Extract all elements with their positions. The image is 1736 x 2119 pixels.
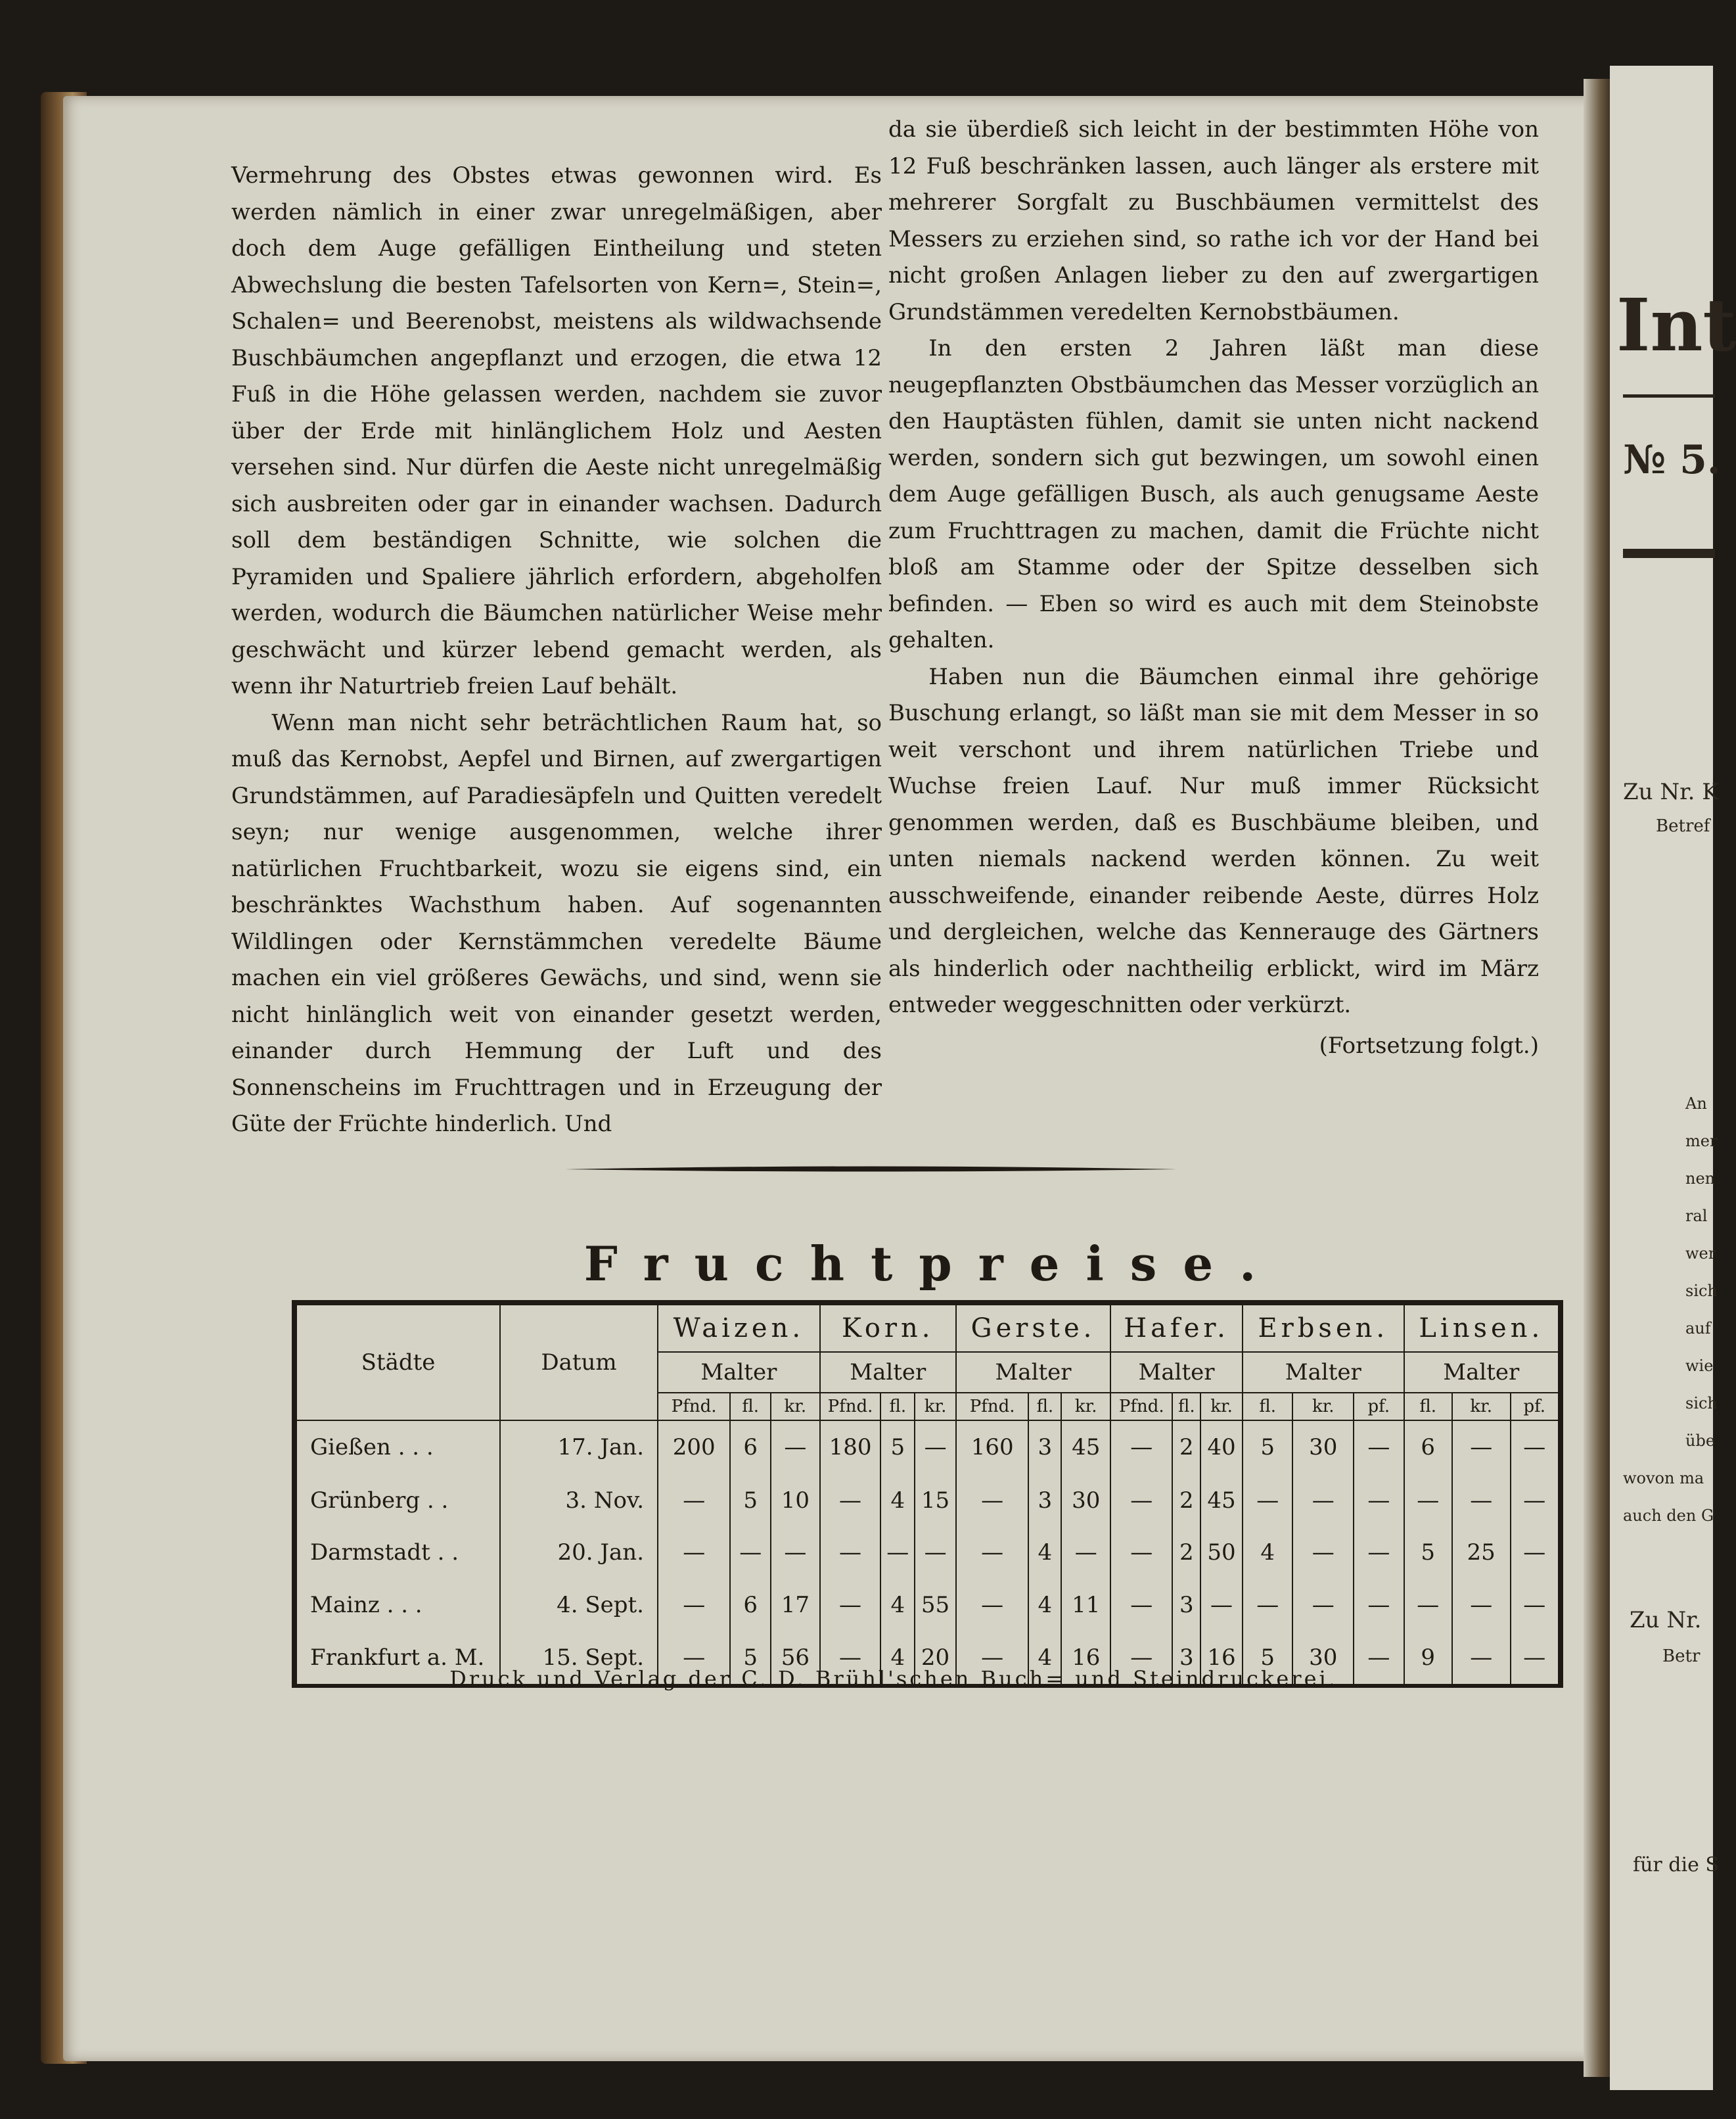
next-page-ref: Zu Nr. K — [1623, 779, 1719, 805]
price-cell: — — [820, 1527, 881, 1579]
header-sub: kr. — [1452, 1393, 1511, 1420]
price-cell: — — [1292, 1579, 1354, 1631]
paragraph: Vermehrung des Obstes etwas gewonnen wird. Es werden nämlich in einer zwar unregelmäßigen, aber doch dem Auge gefälligen Eintheilung und steten Abwechslung die besten Tafelsorten von Kern=, Stein=, Schalen= und Beerenobst, meistens als wildwachsende Buschbäumchen angepflanzt und erzogen, die etwa 12 Fuß in die Höhe gelassen werden, nachdem sie zuvor über der Erde mit hinlänglichem Holz und Aesten versehen sind. Nur dürfen die Aeste nicht unregelmäßig sich ausbreiten oder gar in einander wachsen. Dadurch soll dem beständigen Schnitte, wie solchen die Pyramiden und Spaliere jährlich erfordern, abgeholfen werden, wodurch die Bäumchen natürlicher Weise mehr geschwächt und kürzer lebend gemacht werden, als wenn ihr Naturtrieb freien Lauf behält. — [231, 162, 882, 699]
price-cell: 4 — [880, 1474, 915, 1527]
price-cell: — — [1292, 1527, 1354, 1579]
continuation-note: (Fortsetzung folgt.) — [1319, 1032, 1539, 1059]
price-cell: 56 — [771, 1631, 820, 1684]
header-sub: Pfnd. — [956, 1393, 1028, 1420]
date-cell: 15. Sept. — [500, 1631, 658, 1684]
next-page-number: № 5. — [1623, 437, 1721, 483]
header-datum: Datum — [500, 1305, 658, 1420]
price-cell: — — [1110, 1474, 1172, 1527]
price-cell: — — [956, 1527, 1028, 1579]
next-page-text: wovon ma — [1623, 1469, 1704, 1487]
decorative-rule — [565, 1166, 1176, 1173]
price-cell: 4 — [1243, 1527, 1292, 1579]
imprint: Druck und Verlag der C. D. Brühl'schen Buch= und Steindruckerei. — [449, 1666, 1338, 1691]
price-cell: — — [658, 1579, 730, 1631]
price-cell: — — [1110, 1579, 1172, 1631]
price-cell: 200 — [658, 1420, 730, 1474]
price-cell: 3 — [1028, 1420, 1061, 1474]
price-cell: 3 — [1172, 1631, 1200, 1684]
price-cell: — — [1110, 1527, 1172, 1579]
price-cell: 50 — [1200, 1527, 1243, 1579]
section-title: Fruchtpreise. — [583, 1236, 1283, 1292]
price-cell: — — [915, 1420, 956, 1474]
price-cell: 11 — [1061, 1579, 1110, 1631]
price-cell: 3 — [1028, 1474, 1061, 1527]
next-page-text: sich — [1685, 1282, 1718, 1300]
price-cell: — — [1354, 1579, 1404, 1631]
price-cell: 45 — [1061, 1420, 1110, 1474]
price-cell: — — [1511, 1579, 1559, 1631]
price-cell: — — [1354, 1631, 1404, 1684]
header-sub: fl. — [1028, 1393, 1061, 1420]
header-sub: fl. — [880, 1393, 915, 1420]
price-cell: — — [730, 1527, 771, 1579]
price-cell: 3 — [1172, 1579, 1200, 1631]
price-cell: — — [1404, 1474, 1452, 1527]
date-cell: 17. Jan. — [500, 1420, 658, 1474]
right-column — [888, 112, 1539, 1064]
next-page-text: übe — [1685, 1432, 1716, 1450]
price-cell: 20 — [915, 1631, 956, 1684]
price-cell: 5 — [1404, 1527, 1452, 1579]
price-cell: — — [1200, 1579, 1243, 1631]
price-cell: 6 — [730, 1579, 771, 1631]
price-cell: — — [1354, 1527, 1404, 1579]
price-cell: 2 — [1172, 1420, 1200, 1474]
price-cell: 30 — [1061, 1474, 1110, 1527]
header-grain: Korn. — [820, 1305, 956, 1352]
next-page-text: mer — [1685, 1132, 1718, 1150]
price-cell: 180 — [820, 1420, 881, 1474]
price-cell: 5 — [1243, 1631, 1292, 1684]
next-page-text: An — [1685, 1094, 1707, 1113]
price-cell: — — [1511, 1527, 1559, 1579]
city-cell: Mainz . . . — [296, 1579, 500, 1631]
header-sub: fl. — [1404, 1393, 1452, 1420]
header-sub: fl. — [730, 1393, 771, 1420]
price-cell: 16 — [1200, 1631, 1243, 1684]
price-cell: 15 — [915, 1474, 956, 1527]
header-grain: Waizen. — [658, 1305, 820, 1352]
next-page-ref: Zu Nr. — [1630, 1607, 1702, 1633]
next-page-ref: Betref — [1656, 816, 1710, 836]
header-sub: kr. — [771, 1393, 820, 1420]
price-cell: — — [658, 1631, 730, 1684]
price-cell: — — [956, 1579, 1028, 1631]
price-cell: 5 — [1243, 1420, 1292, 1474]
price-cell: — — [1110, 1631, 1172, 1684]
table-row — [296, 1420, 1559, 1474]
price-cell: 5 — [730, 1631, 771, 1684]
header-unit: Malter — [1243, 1352, 1404, 1393]
price-cell: — — [1404, 1579, 1452, 1631]
paragraph: Haben nun die Bäumchen einmal ihre gehörige Buschung erlangt, so läßt man sie mit dem Messer in so weit verschont und ihrem natürlichen Triebe und Wuchse freien Lauf. Nur muß immer Rücksicht genommen werden, daß es Buschbäume bleiben, und unten niemals nackend werden können. Zu weit ausschweifende, einander reibende Aeste, dürres Holz und dergleichen, welche das Kennerauge des Gärtners als hinderlich oder nachtheilig erblickt, wird im März entweder weggeschnitten oder verkürzt. — [888, 663, 1539, 1018]
header-unit: Malter — [1404, 1352, 1559, 1393]
price-cell: — — [1354, 1420, 1404, 1474]
price-cell: — — [1452, 1420, 1511, 1474]
price-cell: 4 — [1028, 1631, 1061, 1684]
next-page-text: auf — [1685, 1319, 1711, 1338]
header-unit: Malter — [1110, 1352, 1243, 1393]
next-page-text: wie — [1685, 1357, 1714, 1375]
price-cell: 30 — [1292, 1420, 1354, 1474]
next-page-text: wer — [1685, 1244, 1716, 1263]
next-page-text: nen — [1685, 1169, 1716, 1188]
price-cell: 17 — [771, 1579, 820, 1631]
price-cell: 4 — [1028, 1579, 1061, 1631]
price-cell: — — [1354, 1474, 1404, 1527]
price-cell: — — [771, 1420, 820, 1474]
header-grain: Erbsen. — [1243, 1305, 1404, 1352]
price-cell: 5 — [880, 1420, 915, 1474]
header-sub: fl. — [1243, 1393, 1292, 1420]
price-cell: — — [1452, 1631, 1511, 1684]
price-cell: — — [956, 1631, 1028, 1684]
table-row — [296, 1527, 1559, 1579]
header-sub: kr. — [915, 1393, 956, 1420]
header-sub: pf. — [1511, 1393, 1559, 1420]
header-unit: Malter — [956, 1352, 1110, 1393]
date-cell: 20. Jan. — [500, 1527, 658, 1579]
price-cell: 5 — [730, 1474, 771, 1527]
price-cell: — — [1511, 1631, 1559, 1684]
price-cell: — — [1511, 1420, 1559, 1474]
price-cell: — — [658, 1527, 730, 1579]
date-cell: 3. Nov. — [500, 1474, 658, 1527]
price-cell: 160 — [956, 1420, 1028, 1474]
price-table — [292, 1300, 1563, 1688]
header-grain: Linsen. — [1404, 1305, 1559, 1352]
price-cell: 10 — [771, 1474, 820, 1527]
next-page-edge — [1610, 66, 1736, 2090]
price-cell: 2 — [1172, 1527, 1200, 1579]
next-page-rule — [1623, 549, 1715, 558]
price-cell: 6 — [730, 1420, 771, 1474]
price-cell: — — [1243, 1474, 1292, 1527]
date-cell: 4. Sept. — [500, 1579, 658, 1631]
price-cell: 30 — [1292, 1631, 1354, 1684]
city-cell: Frankfurt a. M. — [296, 1631, 500, 1684]
next-page-rule — [1623, 394, 1715, 398]
price-cell: — — [1452, 1474, 1511, 1527]
header-unit: Malter — [820, 1352, 956, 1393]
price-cell: 4 — [880, 1631, 915, 1684]
price-cell: 16 — [1061, 1631, 1110, 1684]
price-cell: — — [1511, 1474, 1559, 1527]
left-column — [231, 158, 882, 1143]
city-cell: Darmstadt . . — [296, 1527, 500, 1579]
header-staedte: Städte — [296, 1305, 500, 1420]
price-cell: — — [1452, 1579, 1511, 1631]
header-sub: fl. — [1172, 1393, 1200, 1420]
price-cell: — — [820, 1579, 881, 1631]
next-page-text: sich — [1685, 1394, 1718, 1412]
paragraph: Wenn man nicht sehr beträchtlichen Raum hat, so muß das Kernobst, Aepfel und Birnen, auf zwergartigen Grundstämmen, auf Paradiesäpfeln und Quitten veredelt seyn; nur wenige ausgenommen, welche ihrer natürlichen Fruchtbarkeit, wozu sie eigens sind, ein beschränktes Wachsthum haben. Auf sogenannten Wildlingen oder Kernstämmchen veredelte Bäume machen ein viel größeres Gewächs, und sind, wenn sie nicht hinlänglich weit von einander gesetzt werden, einander durch Hemmung der Luft und des Sonnenscheins im Fruchttragen und in Erzeugung der Güte der Früchte hinderlich. Und — [231, 709, 882, 1137]
next-page-text: für die S — [1633, 1853, 1719, 1876]
city-cell: Grünberg . . — [296, 1474, 500, 1527]
price-cell: — — [956, 1474, 1028, 1527]
next-page-text: auch den G — [1623, 1506, 1714, 1525]
next-page-text: ral — [1685, 1207, 1708, 1225]
price-cell: — — [1243, 1579, 1292, 1631]
header-sub: kr. — [1061, 1393, 1110, 1420]
header-sub: pf. — [1354, 1393, 1404, 1420]
header-sub: Pfnd. — [658, 1393, 730, 1420]
header-sub: kr. — [1200, 1393, 1243, 1420]
price-cell: 45 — [1200, 1474, 1243, 1527]
price-cell: 25 — [1452, 1527, 1511, 1579]
paragraph: In den ersten 2 Jahren läßt man diese neugepflanzten Obstbäumchen das Messer vorzüglich an den Hauptästen fühlen, damit sie unten nicht nackend werden, sondern sich gut bezwingen, um sowohl einen dem Auge gefälligen Busch, als auch genugsame Aeste zum Fruchttragen zu machen, damit die Früchte nicht bloß am Stamme oder der Spitze desselben sich befinden. — Eben so wird es auch mit dem Steinobste gehalten. — [888, 335, 1539, 653]
price-cell: — — [1110, 1420, 1172, 1474]
price-cell: 6 — [1404, 1420, 1452, 1474]
price-cell: — — [880, 1527, 915, 1579]
price-cell: 4 — [880, 1579, 915, 1631]
price-cell: 40 — [1200, 1420, 1243, 1474]
price-cell: — — [1061, 1527, 1110, 1579]
next-page-ref: Betr — [1662, 1646, 1701, 1666]
header-sub: Pfnd. — [1110, 1393, 1172, 1420]
header-unit: Malter — [658, 1352, 820, 1393]
price-cell: 9 — [1404, 1631, 1452, 1684]
header-grain: Hafer. — [1110, 1305, 1243, 1352]
price-cell: — — [820, 1631, 881, 1684]
price-cell: — — [771, 1527, 820, 1579]
price-cell: — — [658, 1474, 730, 1527]
price-cell: — — [820, 1474, 881, 1527]
city-cell: Gießen . . . — [296, 1420, 500, 1474]
price-cell: 55 — [915, 1579, 956, 1631]
table-row — [296, 1579, 1559, 1631]
paragraph: da sie überdieß sich leicht in der bestimmten Höhe von 12 Fuß beschränken lassen, auch länger als erstere mit mehrerer Sorgfalt zu Buschbäumen vermittelst des Messers zu erziehen sind, so rathe ich vor der Hand bei nicht großen Anlagen lieber zu den auf zwergartigen Grundstämmen veredelten Kernobstbäumen. — [888, 116, 1539, 325]
next-page-title: Int — [1616, 283, 1736, 367]
header-grain: Gerste. — [956, 1305, 1110, 1352]
price-cell: — — [1292, 1474, 1354, 1527]
header-sub: kr. — [1292, 1393, 1354, 1420]
price-cell: 4 — [1028, 1527, 1061, 1579]
header-sub: Pfnd. — [820, 1393, 881, 1420]
price-cell: 2 — [1172, 1474, 1200, 1527]
table-row — [296, 1474, 1559, 1527]
price-cell: — — [915, 1527, 956, 1579]
